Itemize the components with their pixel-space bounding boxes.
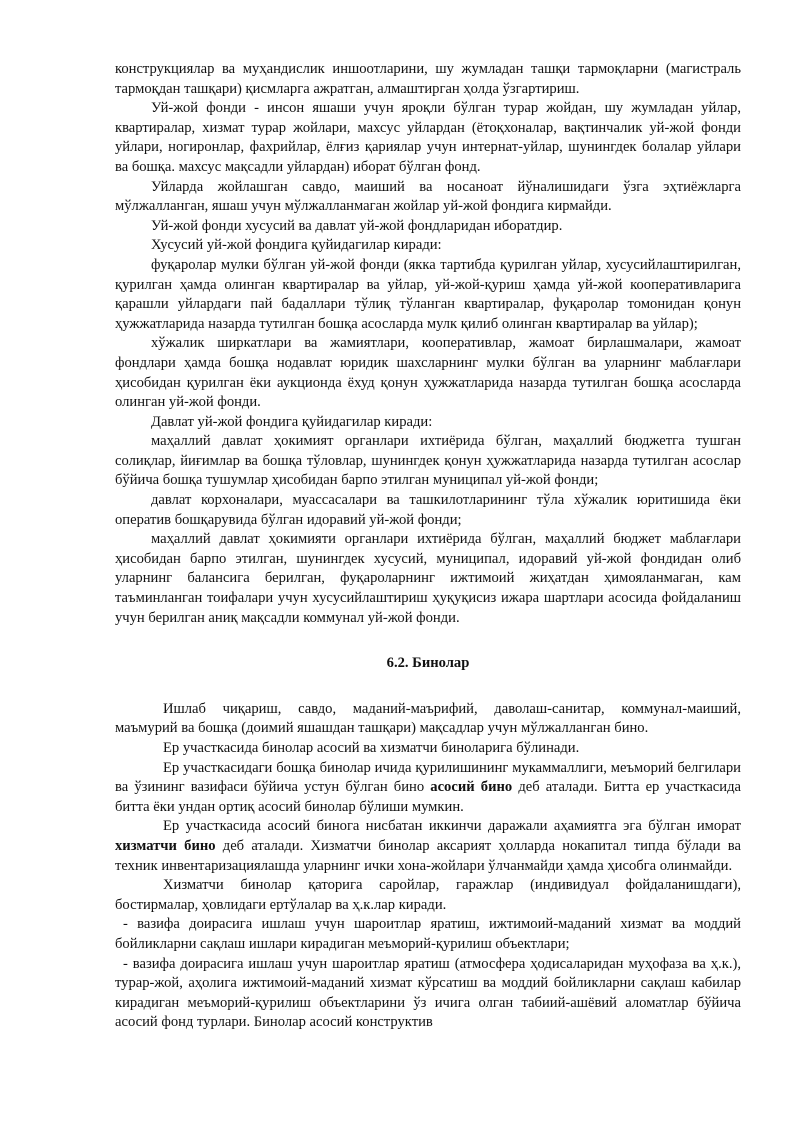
paragraph: фуқаролар мулки бўлган уй-жой фонди (якка тартибда қурилган уйлар, хусусийлаштирилган, қурилган ҳамда олинган квартиралар ва уйлар, уй-жой-қуриш ҳамда уй-жой кооперативларига қарашли уйлардаги пай бадаллари тўлиқ тўланган квартиралар, фуқаролар томонидан қонун ҳужжатларида назарда тутилган бошқа асосларда мулк қилиб олинган квартиралар ва уйлар); (115, 256, 741, 332)
section-heading: 6.2. Бинолар (386, 655, 470, 672)
list-item: - вазифа доирасига ишлаш учун шароитлар яратиш (атмосфера ҳодисаларидан муҳофаза ва ҳ.к.), турар-жой, аҳолига ижтимоий-маданий хизмат кўрсатиш ва моддий бойликларни сақлаш кабилар кирадиган меъморий-қурилиш объектларини ўз ичига олган табиий-ашёвий аломатлар бўйича асосий фонд турлари. Бинолар асосий конструктив (115, 955, 741, 1031)
paragraph: конструкциялар ва муҳандислик иншоотларини, шу жумладан ташқи тармоқларни (магистраль тармоқдан ташқари) қисмларга ажратган, алмаштирган ҳолда ўзгартириш. (115, 61, 741, 97)
text-run: деб аталади. Хизматчи бинолар аксарият ҳолларда нокапитал типда бўлади ва техник инвентаризациялашда уларнинг ички хона-жойлари ўлчанмайди ҳамда ҳисобга олинмайди. (115, 837, 741, 874)
text-run: Ер участкасида асосий бинога нисбатан иккинчи даражали аҳамиятга эга бўлган иморат (163, 818, 741, 835)
paragraph: Ишлаб чиқариш, савдо, маданий-маърифий, даволаш-санитар, коммунал-маиший, маъмурий ва бошқа (доимий яшашдан ташқари) мақсадлар учун мўлжалланган бино. (115, 700, 741, 737)
paragraph: маҳаллий давлат ҳокимияти органлари ихтиёрида бўлган, маҳаллий бюджет маблағлари ҳисобидан барпо этилган, шунингдек хусусий, муниципал, идоравий уй-жой фондидан олиб уларнинг балансига берилган, фуқароларнинг ижтимоий жиҳатдан ҳимояланмаган, кам таъминланган тоифалари учун хусусийлаштириш ҳуқуқисиз ижара шартлари асосида фойдаланиш учун берилган аниқ мақсадли коммунал уй-жой фонди. (115, 531, 741, 626)
paragraph: Хусусий уй-жой фондига қуйидагилар киради: (151, 237, 442, 254)
paragraph: Хизматчи бинолар қаторига саройлар, гаражлар (индивидуал фойдаланишдаги), бостирмалар, ҳовлидаги ертўлалар ва ҳ.к.лар киради. (115, 877, 741, 913)
paragraph: Уй-жой фонди хусусий ва давлат уй-жой фондларидан иборатдир. (151, 217, 563, 234)
paragraph: хўжалик ширкатлари ва жамиятлари, кооперативлар, жамоат бирлашмалари, жамоат фондлари ҳамда бошқа нодавлат юридик шахсларнинг мулки бўлган ва уларнинг маблағлари ҳисобидан қурилган ёки аукционда ёхуд қонун ҳужжатларида назарда тутилган бошқа асосларда олинган уй-жой фонди. (115, 335, 741, 411)
bold-term: асосий бино (430, 779, 513, 796)
bold-term: хизматчи бино (115, 837, 216, 854)
list-item: - вазифа доирасига ишлаш учун шароитлар яратиш, ижтимоий-маданий хизмат ва моддий бойликларни сақлаш ишлари кирадиган меъморий-қурилиш объектлари; (115, 916, 741, 952)
paragraph: Давлат уй-жой фондига қуйидагилар киради: (151, 413, 433, 430)
paragraph (115, 759, 741, 818)
paragraph: Ер участкасида бинолар асосий ва хизматчи биноларига бўлинади. (163, 740, 580, 756)
text-run: деб аталади. Битта ер участкасида битта ёки ундан ортиқ асосий бинолар бўлиши мумкин. (115, 779, 741, 815)
paragraph: Уйларда жойлашган савдо, маиший ва носаноат йўналишидаги ўзга эҳтиёжларга мўлжалланган, яшаш учун мўлжалланмаган жойлар уй-жой фондига кирмайди. (115, 178, 741, 215)
paragraph (115, 817, 741, 876)
text-run: Ер участкасидаги бошқа бинолар ичида қурилишининг мукаммаллиги, меъморий белгилари ва ўзининг вазифаси бўйича устун бўлган бино (115, 759, 741, 796)
document-page (115, 60, 741, 1033)
paragraph: маҳаллий давлат ҳокимият органлари ихтиёрида бўлган, маҳаллий бюджетга тушган солиқлар, йиғимлар ва бошқа тўловлар, шунингдек қонун ҳужжатларида назарда тутилган асослар бўйича бошқа тушумлар ҳисобидан барпо этилган муниципал уй-жой фонди; (115, 433, 741, 489)
paragraph: Уй-жой фонди - инсон яшаши учун яроқли бўлган турар жойдан, шу жумладан уйлар, квартиралар, хизмат турар жойлари, махсус уйлардан (ётоқхоналар, вақтинчалик уй-жой фонди уйлари, ногиронлар, фахрийлар, ёлғиз қариялар учун интернат-уйлар, шунингдек болалар уйлари ва бошқа. махсус мақсадли уйлардан) иборат бўлган фонд. (115, 100, 741, 175)
paragraph: давлат корхоналари, муассасалари ва ташкилотларининг тўла хўжалик юритишида ёки оператив бошқарувида бўлган идоравий уй-жой фонди; (115, 492, 741, 528)
